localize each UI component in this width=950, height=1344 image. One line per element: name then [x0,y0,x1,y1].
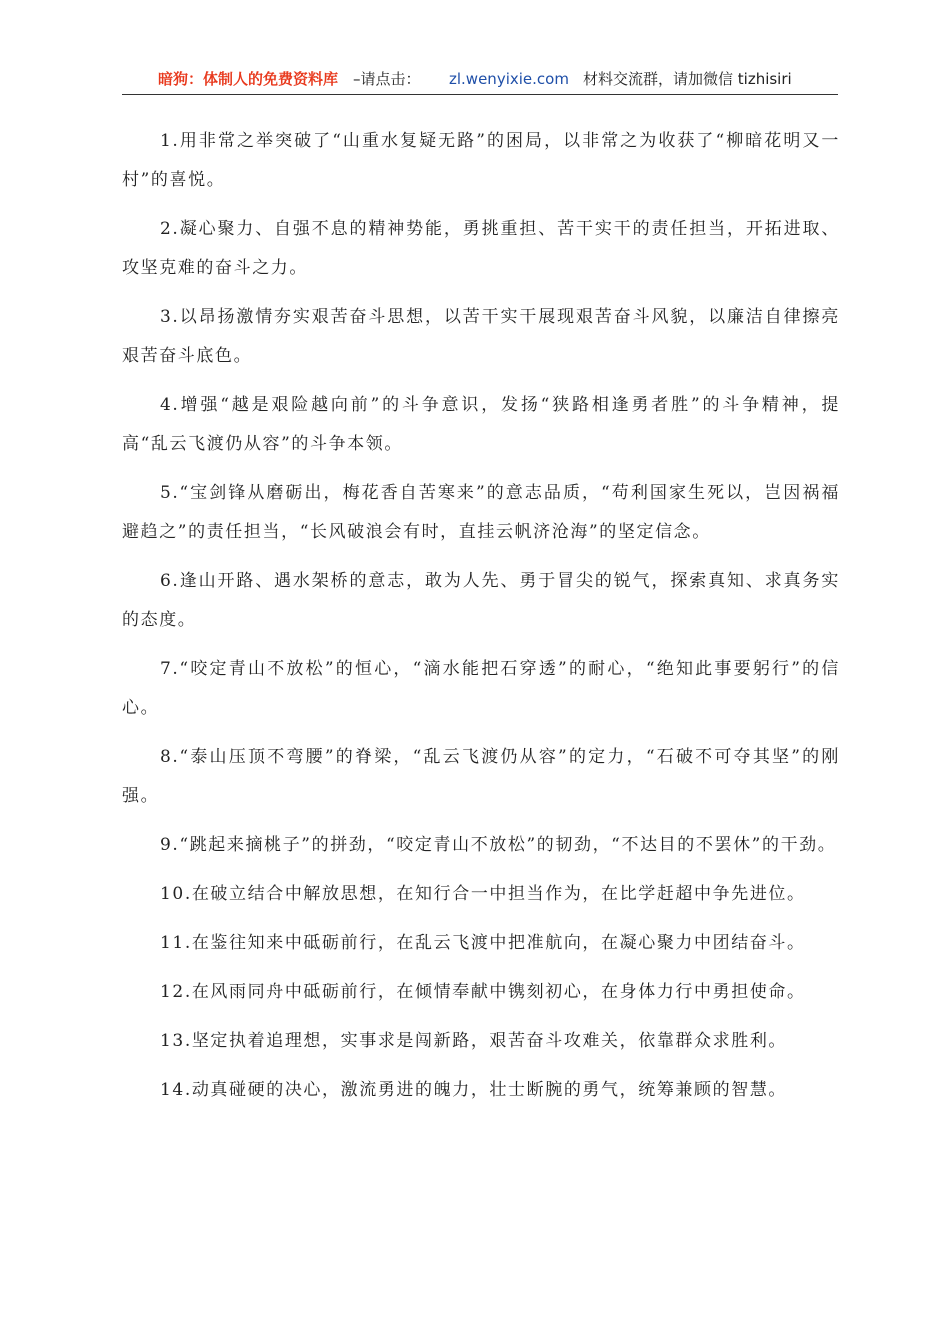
header-url-link[interactable]: zl.wenyixie.com [449,70,569,88]
list-item-8: 8.“泰山压顶不弯腰”的脊梁，“乱云飞渡仍从容”的定力，“石破不可夺其坚”的刚强。 [122,747,840,806]
list-item-10: 10.在破立结合中解放思想，在知行合一中担当作为，在比学赶超中争先进位。 [160,884,806,904]
list-item-13: 13.坚定执着追理想，实事求是闯新路，艰苦奋斗攻难关，依靠群众求胜利。 [160,1031,788,1051]
list-item-5: 5.“宝剑锋从磨砺出，梅花香自苦寒来”的意志品质，“苟利国家生死以，岂因祸福避趋之”的责任担当，“长风破浪会有时，直挂云帆济沧海”的坚定信念。 [122,483,840,542]
list-item-2: 2.凝心聚力、自强不息的精神势能，勇挑重担、苦干实干的责任担当，开拓进取、攻坚克难的奋斗之力。 [122,219,840,278]
page-header [122,68,838,95]
header-brand: 暗狗：体制人的免费资料库 [158,70,339,88]
document-body [122,122,840,1120]
list-item-4: 4.增强“越是艰险越向前”的斗争意识，发扬“狭路相逢勇者胜”的斗争精神，提高“乱云飞渡仍从容”的斗争本领。 [122,395,840,454]
list-item-1: 1.用非常之举突破了“山重水复疑无路”的困局，以非常之为收获了“柳暗花明又一村”的喜悦。 [122,131,840,190]
header-click-prompt: –请点击： [353,70,421,88]
header-contact: 材料交流群，请加微信 tizhisiri [583,70,792,88]
list-item-6: 6.逢山开路、遇水架桥的意志，敢为人先、勇于冒尖的锐气，探索真知、求真务实的态度。 [122,571,840,630]
list-item-7: 7.“咬定青山不放松”的恒心，“滴水能把石穿透”的耐心，“绝知此事要躬行”的信心。 [122,659,840,718]
list-item-3: 3.以昂扬激情夯实艰苦奋斗思想，以苦干实干展现艰苦奋斗风貌，以廉洁自律擦亮艰苦奋斗底色。 [122,307,840,366]
list-item-9: 9.“跳起来摘桃子”的拼劲，“咬定青山不放松”的韧劲，“不达目的不罢休”的干劲。 [160,835,837,855]
list-item-14: 14.动真碰硬的决心，激流勇进的魄力，壮士断腕的勇气，统筹兼顾的智慧。 [160,1080,788,1100]
list-item-12: 12.在风雨同舟中砥砺前行，在倾情奉献中镌刻初心，在身体力行中勇担使命。 [160,982,806,1002]
list-item-11: 11.在鉴往知来中砥砺前行，在乱云飞渡中把准航向，在凝心聚力中团结奋斗。 [160,933,806,953]
